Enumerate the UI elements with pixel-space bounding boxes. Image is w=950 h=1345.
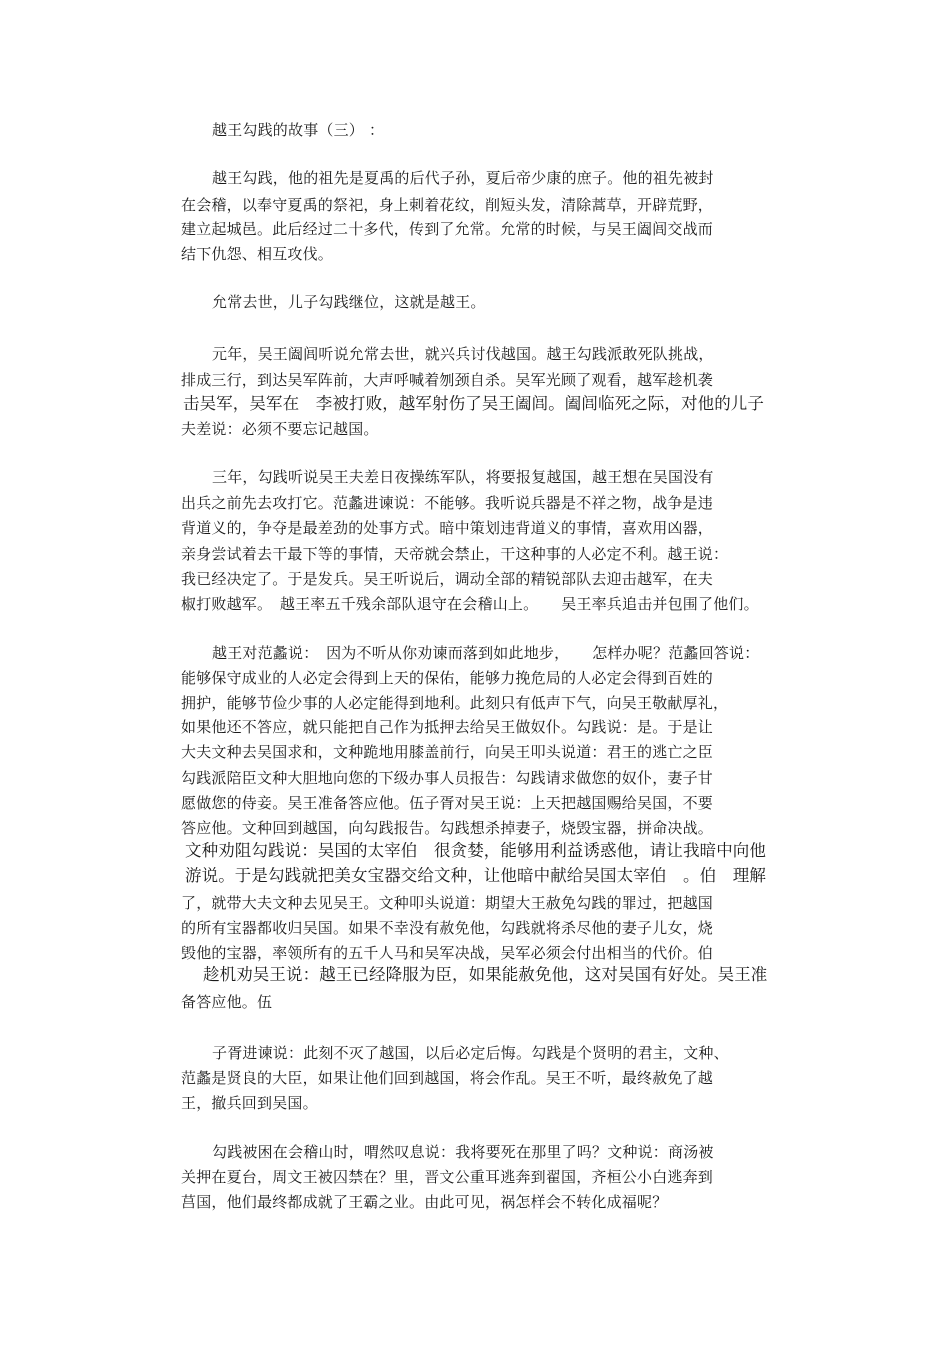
paragraph-3-line-2: 排成三行，到达吴军阵前，大声呼喊着刎颈自杀。吴军光顾了观看，越军趁机袭: [181, 371, 714, 389]
paragraph-5-line-5: 大夫文种去吴国求和，文种跪地用膝盖前行，向吴王叩头说道：君王的逃亡之臣: [181, 743, 714, 761]
paragraph-5-line-12: 的所有宝器都收归吴国。如果不幸没有赦免他，勾践就将杀尽他的妻子儿女，烧: [181, 919, 714, 937]
paragraph-7-line-2: 关押在夏台，周文王被囚禁在？里，晋文公重耳逃奔到翟国，齐桓公小白逃奔到: [181, 1168, 714, 1186]
paragraph-1-line-1: 越王勾践，他的祖先是夏禹的后代子孙，夏后帝少康的庶子。他的祖先被封: [212, 169, 714, 187]
paragraph-1-line-2: 在会稽，以奉守夏禹的祭祀，身上刺着花纹，削短头发，清除蒿草，开辟荒野，: [181, 196, 714, 214]
paragraph-5-line-11: 了，就带大夫文种去见吴王。文种叩头说道：期望大王赦免勾践的罪过，把越国: [181, 894, 714, 912]
document-title: 越王勾践的故事（三） ：: [212, 121, 385, 139]
paragraph-4-line-6: 椒打败越军。 越王率五千残余部队退守在会稽山上。 吴王率兵追击并包围了他们。: [181, 595, 759, 613]
paragraph-5-line-15: 备答应他。伍: [181, 993, 273, 1011]
paragraph-7-line-3: 莒国，他们最终都成就了王霸之业。由此可见，祸怎样会不转化成福呢？: [181, 1193, 668, 1211]
paragraph-5-line-7: 愿做您的侍妾。吴王准备答应他。伍子胥对吴王说：上天把越国赐给吴国，不要: [181, 794, 714, 812]
paragraph-5-line-14: 趁机劝吴王说：越王已经降服为臣，如果能赦免他，这对吴国有好处。吴王准: [203, 965, 768, 984]
paragraph-4-line-3: 背道义的，争夺是最差劲的处事方式。暗中策划违背道义的事情，喜欢用凶器，: [181, 519, 714, 537]
paragraph-3-line-3: 击吴军，吴军在 李被打败，越军射伤了吴王阖闾。阖闾临死之际，对他的儿子: [183, 394, 764, 413]
paragraph-5-line-3: 拥护，能够节俭少事的人必定能得到地利。此刻只有低声下气，向吴王敬献厚礼，: [181, 694, 729, 712]
paragraph-4-line-2: 出兵之前先去攻打它。范蠡进谏说：不能够。我听说兵器是不祥之物，战争是违: [181, 494, 714, 512]
paragraph-3-line-4: 夫差说：必须不要忘记越国。: [181, 420, 379, 438]
paragraph-5-line-2: 能够保守成业的人必定会得到上天的保佑，能够力挽危局的人必定会得到百姓的: [181, 669, 714, 687]
paragraph-5-line-10: 游说。于是勾践就把美女宝器交给文种，让他暗中献给吴国太宰伯 。伯 理解: [185, 866, 766, 885]
paragraph-6-line-1: 子胥进谏说：此刻不灭了越国，以后必定后悔。勾践是个贤明的君主，文种、: [212, 1044, 729, 1062]
paragraph-5-line-8: 答应他。文种回到越国，向勾践报告。勾践想杀掉妻子，烧毁宝器，拼命决战。: [181, 819, 714, 837]
paragraph-5-line-1: 越王对范蠡说： 因为不听从你劝谏而落到如此地步， 怎样办呢？范蠡回答说：: [212, 644, 760, 662]
paragraph-1-line-4: 结下仇怨、相互攻伐。: [181, 245, 334, 263]
paragraph-2-line-1: 允常去世，儿子勾践继位，这就是越王。: [212, 293, 486, 311]
paragraph-7-line-1: 勾践被困在会稽山时，喟然叹息说：我将要死在那里了吗？文种说：商汤被: [212, 1143, 714, 1161]
paragraph-5-line-4: 如果他还不答应，就只能把自己作为抵押去给吴王做奴仆。勾践说：是。于是让: [181, 718, 714, 736]
paragraph-4-line-1: 三年，勾践听说吴王夫差日夜操练军队，将要报复越国，越王想在吴国没有: [212, 468, 714, 486]
paragraph-6-line-3: 王，撤兵回到吴国。: [181, 1094, 318, 1112]
paragraph-5-line-9: 文种劝阻勾践说：吴国的太宰伯 很贪婪，能够用利益诱惑他，请让我暗中向他: [185, 841, 766, 860]
paragraph-5-line-6: 勾践派陪臣文种大胆地向您的下级办事人员报告：勾践请求做您的奴仆，妻子甘: [181, 769, 714, 787]
paragraph-1-line-3: 建立起城邑。此后经过二十多代，传到了允常。允常的时候，与吴王阖闾交战而: [181, 220, 714, 238]
paragraph-5-line-13: 毁他的宝器，率领所有的五千人马和吴军决战，吴军必须会付出相当的代价。伯: [181, 944, 714, 962]
paragraph-6-line-2: 范蠡是贤良的大臣，如果让他们回到越国，将会作乱。吴王不听，最终赦免了越: [181, 1069, 714, 1087]
paragraph-4-line-5: 我已经决定了。于是发兵。吴王听说后，调动全部的精锐部队去迎击越军，在夫: [181, 570, 714, 588]
paragraph-3-line-1: 元年，吴王阖闾听说允常去世，就兴兵讨伐越国。越王勾践派敢死队挑战，: [212, 345, 714, 363]
paragraph-4-line-4: 亲身尝试着去干最下等的事情，天帝就会禁止，干这种事的人必定不利。越王说：: [181, 545, 729, 563]
